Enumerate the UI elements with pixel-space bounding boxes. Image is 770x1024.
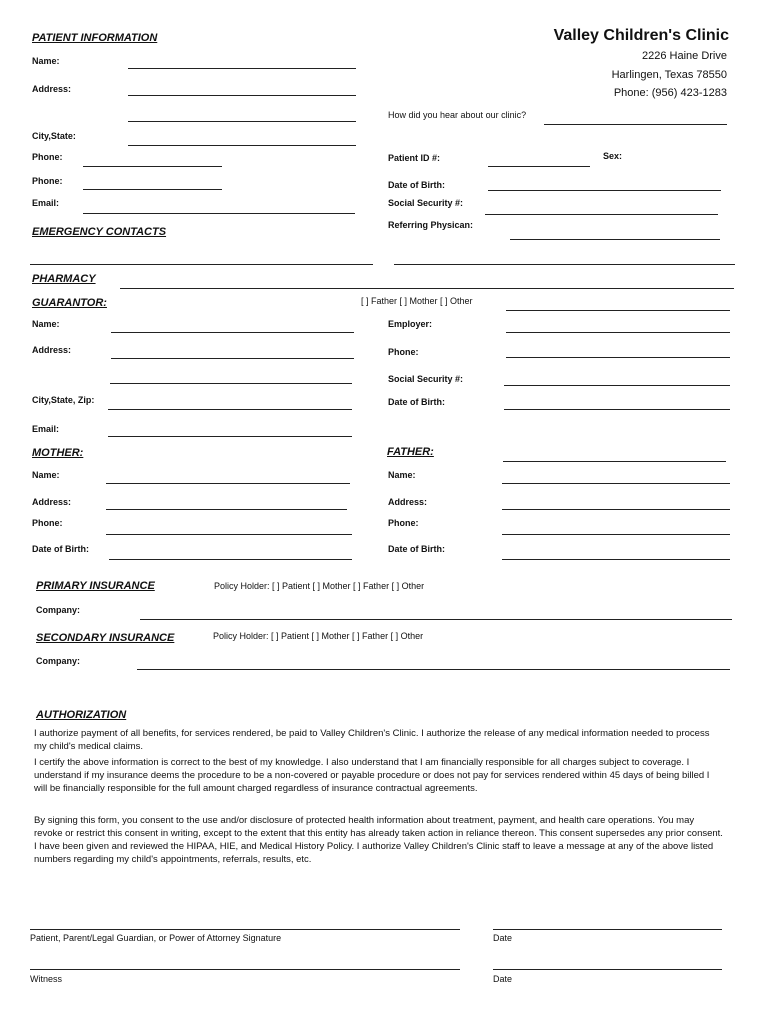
patient-phone1-label: Phone:: [32, 152, 63, 162]
patient-name-field[interactable]: [128, 68, 356, 69]
primary-company-label: Company:: [36, 605, 81, 615]
date2-label: Date: [493, 974, 513, 984]
patient-phone2-field[interactable]: [83, 189, 222, 190]
father-dob-label: Date of Birth:: [388, 544, 445, 554]
guardian-signature-field[interactable]: [30, 929, 460, 930]
father-title-field[interactable]: [503, 461, 726, 462]
patient-sex-label: Sex:: [603, 151, 623, 161]
guarantor-city-label: City,State, Zip:: [32, 395, 95, 405]
secondary-company-field[interactable]: [137, 669, 730, 670]
father-title: FATHER:: [387, 446, 434, 458]
authorization-title: AUTHORIZATION: [36, 709, 127, 721]
guarantor-city-field[interactable]: [108, 409, 352, 410]
clinic-city: Harlingen, Texas 78550: [611, 69, 727, 81]
patient-id-field[interactable]: [488, 166, 590, 167]
mother-title: MOTHER:: [32, 447, 84, 459]
mother-phone-label: Phone:: [32, 518, 63, 528]
emergency-title: EMERGENCY CONTACTS: [32, 226, 167, 238]
patient-dob-label: Date of Birth:: [388, 180, 445, 190]
hear-about-field[interactable]: [544, 124, 727, 125]
employer-label: Employer:: [388, 319, 433, 329]
father-name-field[interactable]: [502, 483, 730, 484]
mother-name-field[interactable]: [106, 483, 350, 484]
guarantor-dob-label: Date of Birth:: [388, 397, 445, 407]
emergency-field-2[interactable]: [394, 264, 735, 265]
pharmacy-title: PHARMACY: [32, 273, 96, 285]
patient-address-field-2[interactable]: [128, 121, 356, 122]
mother-address-field[interactable]: [106, 509, 347, 510]
father-dob-field[interactable]: [502, 559, 730, 560]
secondary-insurance-title: SECONDARY INSURANCE: [36, 632, 175, 644]
hear-about-label: How did you hear about our clinic?: [388, 110, 527, 120]
employer-field[interactable]: [506, 332, 730, 333]
authorization-paragraph-3: By signing this form, you consent to the use and/or disclosure of protected health information about treatment, payment, and health care operations. You may revoke or restrict this consent in writing, except to the extent that this entity has already taken action in reliance thereon. This consent supersedes any prior consent. I have been given and reviewed the HIPAA, HIE, and Medical History Policy. I authorize Valley Children's Clinic staff to leave a message at any of the above listed numbers regarding my child's appointments, referrals, results, etc.: [34, 815, 723, 865]
patient-ssn-field[interactable]: [485, 214, 718, 215]
guarantor-title: GUARANTOR:: [32, 297, 107, 309]
primary-policy-holder[interactable]: Policy Holder: [ ] Patient [ ] Mother [ ] Father [ ] Other: [214, 581, 425, 591]
witness-signature-field[interactable]: [30, 969, 460, 970]
secondary-company-label: Company:: [36, 656, 81, 666]
patient-city-field[interactable]: [128, 145, 356, 146]
patient-address-label: Address:: [32, 84, 72, 94]
guarantor-dob-field[interactable]: [504, 409, 730, 410]
patient-phone1-field[interactable]: [83, 166, 222, 167]
mother-dob-label: Date of Birth:: [32, 544, 89, 554]
father-name-label: Name:: [388, 470, 416, 480]
guarantor-address-field[interactable]: [111, 358, 354, 359]
authorization-paragraph-2: I certify the above information is correct to the best of my knowledge. I also understand that I am financially responsible for all charges subject to coverage. I understand if my insurance deems the procedure to be a non-covered or payable procedure or does not pay for services rendered within 45 days of being billed I will be financially responsible for the full amount charged regardless of insurance contractual agreements.: [34, 757, 710, 794]
patient-id-label: Patient ID #:: [388, 153, 441, 163]
guarantor-name-field[interactable]: [111, 332, 354, 333]
mother-name-label: Name:: [32, 470, 60, 480]
primary-insurance-title: PRIMARY INSURANCE: [36, 580, 155, 592]
patient-name-label: Name:: [32, 56, 60, 66]
guarantor-phone-label: Phone:: [388, 347, 419, 357]
authorization-paragraph-1: I authorize payment of all benefits, for services rendered, be paid to Valley Children's Clinic. I authorize the release of any medical information needed to process my child's medical claims.: [34, 728, 710, 752]
guarantor-address-field-2[interactable]: [110, 383, 352, 384]
patient-city-label: City,State:: [32, 131, 76, 141]
patient-email-field[interactable]: [83, 213, 355, 214]
guarantor-ssn-label: Social Security #:: [388, 374, 464, 384]
patient-email-label: Email:: [32, 198, 60, 208]
guarantor-email-field[interactable]: [108, 436, 352, 437]
father-address-label: Address:: [388, 497, 428, 507]
date1-label: Date: [493, 933, 513, 943]
date1-field[interactable]: [493, 929, 722, 930]
emergency-field-1[interactable]: [30, 264, 373, 265]
guarantor-name-label: Name:: [32, 319, 60, 329]
father-phone-field[interactable]: [502, 534, 730, 535]
clinic-street: 2226 Haine Drive: [642, 50, 727, 62]
patient-ssn-label: Social Security #:: [388, 198, 464, 208]
guarantor-ssn-field[interactable]: [504, 385, 730, 386]
clinic-phone: Phone: (956) 423-1283: [613, 87, 727, 99]
patient-address-field[interactable]: [128, 95, 356, 96]
mother-dob-field[interactable]: [109, 559, 352, 560]
guarantor-email-label: Email:: [32, 424, 60, 434]
secondary-policy-holder[interactable]: Policy Holder: [ ] Patient [ ] Mother [ ] Father [ ] Other: [213, 631, 424, 641]
mother-address-label: Address:: [32, 497, 72, 507]
referring-label: Referring Physican:: [388, 220, 474, 230]
mother-phone-field[interactable]: [106, 534, 352, 535]
father-address-field[interactable]: [502, 509, 730, 510]
pharmacy-field[interactable]: [120, 288, 734, 289]
primary-company-field[interactable]: [140, 619, 732, 620]
guarantor-relation-field[interactable]: [506, 310, 730, 311]
referring-field[interactable]: [510, 239, 720, 240]
guarantor-phone-field[interactable]: [506, 357, 730, 358]
guarantor-address-label: Address:: [32, 345, 72, 355]
guardian-signature-label: Patient, Parent/Legal Guardian, or Power of Attorney Signature: [30, 933, 282, 943]
guarantor-relation[interactable]: [ ] Father [ ] Mother [ ] Other: [361, 296, 473, 306]
father-phone-label: Phone:: [388, 518, 419, 528]
patient-info-title: PATIENT INFORMATION: [32, 32, 158, 44]
witness-label: Witness: [30, 974, 63, 984]
patient-phone2-label: Phone:: [32, 176, 63, 186]
patient-dob-field[interactable]: [488, 190, 721, 191]
clinic-name: Valley Children's Clinic: [553, 27, 729, 44]
date2-field[interactable]: [493, 969, 722, 970]
